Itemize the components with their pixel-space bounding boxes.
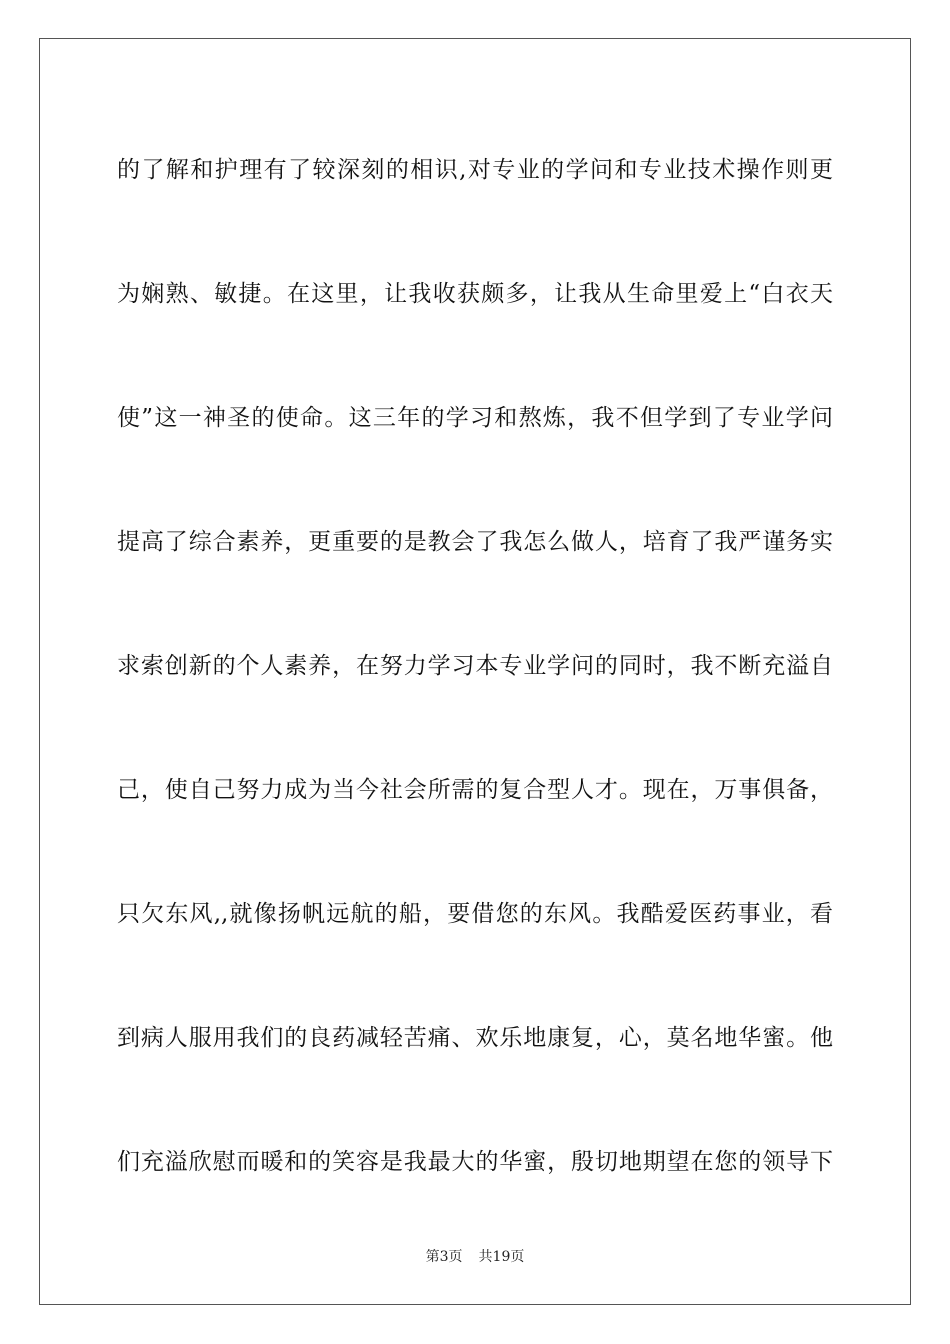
- total-page-count: 共19页: [478, 1249, 525, 1265]
- text-line-5: 求索创新的个人素养，在努力学习本专业学问的同时，我不断充溢自: [117, 653, 833, 679]
- text-line-9: 们充溢欣慰而暖和的笑容是我最大的华蜜，殷切地期望在您的领导下: [117, 1149, 833, 1175]
- text-line-6: 己，使自己努力成为当今社会所需的复合型人才。现在，万事俱备，: [117, 777, 833, 803]
- current-page-number: 第3页: [425, 1249, 463, 1265]
- text-line-3: 使”这一神圣的使命。这三年的学习和熬炼，我不但学到了专业学问: [117, 405, 833, 431]
- page-footer: [0, 1248, 950, 1266]
- text-line-7: 只欠东风,,就像扬帆远航的船，要借您的东风。我酷爱医药事业，看: [117, 901, 833, 927]
- text-line-8: 到病人服用我们的良药减轻苦痛、欢乐地康复，心，莫名地华蜜。他: [117, 1025, 833, 1051]
- text-line-4: 提高了综合素养，更重要的是教会了我怎么做人，培育了我严谨务实: [117, 529, 833, 555]
- text-line-1: 的了解和护理有了较深刻的相识,对专业的学问和专业技术操作则更: [117, 157, 833, 183]
- text-line-2: 为娴熟、敏捷。在这里，让我收获颇多，让我从生命里爱上“白衣天: [117, 281, 833, 307]
